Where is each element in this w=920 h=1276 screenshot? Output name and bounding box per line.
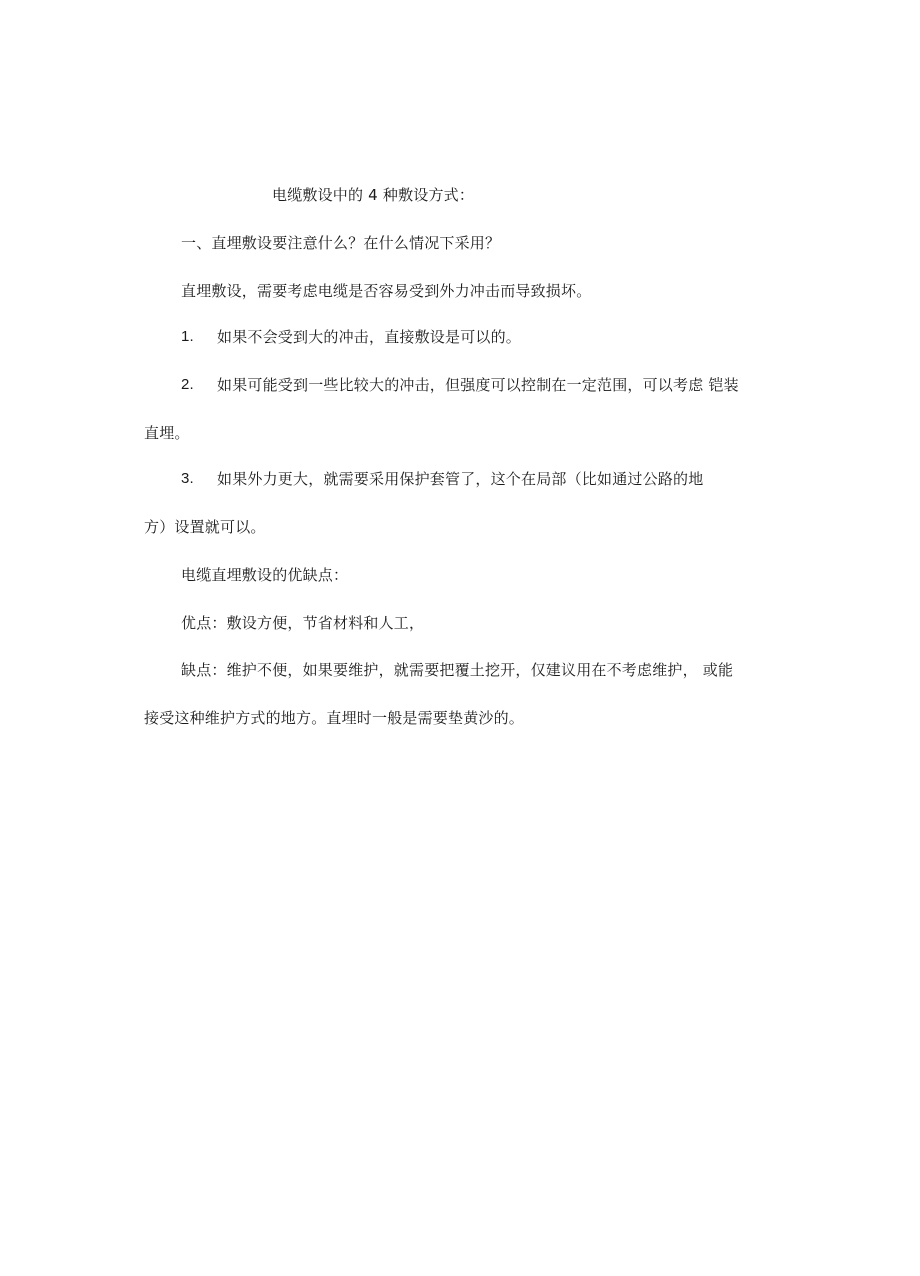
document-title: 电缆敷设中的 4 种敷设方式： xyxy=(272,186,475,204)
cons-paragraph-line-1: 缺点：维护不便，如果要维护，就需要把覆土挖开，仅建议用在不考虑维护， 或能 xyxy=(181,661,734,679)
pros-cons-heading: 电缆直埋敷设的优缺点： xyxy=(181,566,349,584)
item-2-text-line-1: 如果可能受到一些比较大的冲击，但强度可以控制在一定范围，可以考虑 铠装 xyxy=(217,376,739,394)
item-2-number: 2. xyxy=(181,376,194,393)
cons-paragraph-line-2: 接受这种维护方式的地方。直埋时一般是需要垫黄沙的。 xyxy=(144,709,525,727)
item-1-number: 1. xyxy=(181,328,194,345)
item-2-text-line-2: 直埋。 xyxy=(144,424,190,442)
item-3-number: 3. xyxy=(181,470,194,487)
item-3-text-line-1: 如果外力更大，就需要采用保护套管了，这个在局部（比如通过公路的地 xyxy=(217,470,704,488)
intro-paragraph: 直埋敷设，需要考虑电缆是否容易受到外力冲击而导致损坏。 xyxy=(181,282,592,300)
item-1-text: 如果不会受到大的冲击，直接敷设是可以的。 xyxy=(217,328,522,346)
item-3-text-line-2: 方）设置就可以。 xyxy=(144,518,266,536)
section-heading: 一、直埋敷设要注意什么？在什么情况下采用？ xyxy=(181,234,501,252)
pros-paragraph: 优点：敷设方便，节省材料和人工， xyxy=(181,614,425,632)
